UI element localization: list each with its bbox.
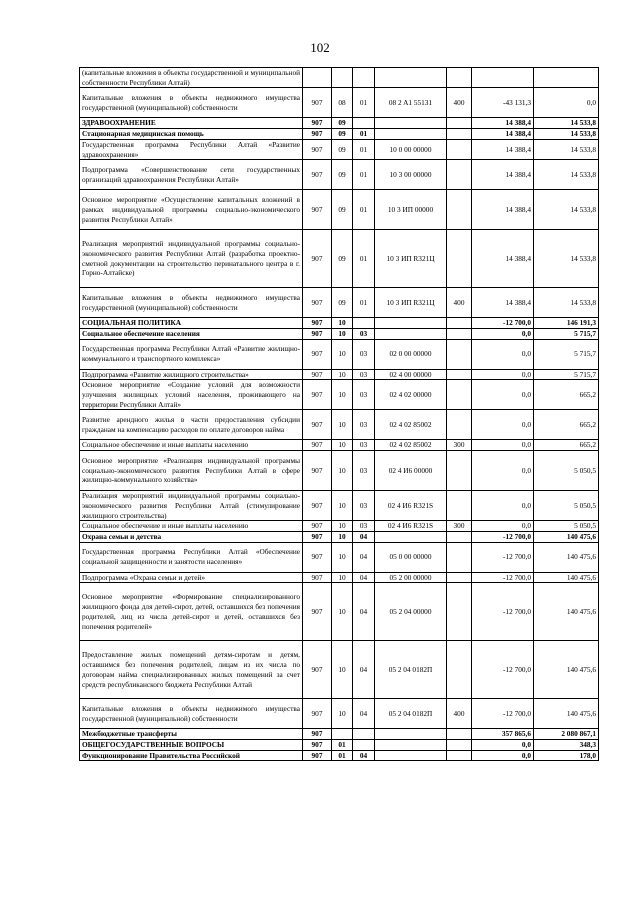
cell-target-article: 02 4 00 00000 [375,369,447,380]
cell-admin: 907 [303,410,332,440]
cell-expense-type [447,230,472,288]
cell-razdel: 09 [332,118,353,129]
cell-admin: 907 [303,318,332,329]
cell-sum-change: -12 700,0 [472,531,534,542]
table-row [80,572,599,583]
cell-razdel: 01 [332,740,353,751]
cell-admin: 907 [303,451,332,491]
cell-razdel: 09 [332,190,353,230]
cell-name: Капитальные вложения в объекты недвижимого имущества государственной (муниципальной) собственности [80,699,303,729]
cell-sum-total: 14 533,8 [534,160,599,190]
cell-sum-change: -12 700,0 [472,318,534,329]
table-row [80,740,599,751]
budget-table [79,67,599,761]
cell-name: Основное мероприятие «Реализация индивидуальной программы социально-экономического развития Республики Алтай в сфере жилищно-коммунального хозяйства» [80,451,303,491]
cell-sum-change: 14 388,4 [472,139,534,159]
cell-podrazdel: 03 [353,328,375,339]
cell-sum-total [534,68,599,88]
cell-target-article [375,750,447,761]
cell-name: Социальное обеспечение населения [80,328,303,339]
cell-admin: 907 [303,288,332,318]
cell-admin: 907 [303,542,332,572]
table-row [80,369,599,380]
cell-admin: 907 [303,190,332,230]
cell-expense-type [447,729,472,740]
cell-sum-total: 5 715,7 [534,328,599,339]
cell-sum-change: 0,0 [472,328,534,339]
cell-razdel: 09 [332,160,353,190]
cell-name: Социальное обеспечение и иные выплаты населению [80,521,303,532]
cell-razdel: 10 [332,572,353,583]
cell-expense-type [447,328,472,339]
cell-razdel: 10 [332,451,353,491]
cell-sum-total: 140 475,6 [534,542,599,572]
cell-admin: 907 [303,641,332,699]
table-row [80,451,599,491]
cell-razdel: 10 [332,641,353,699]
cell-razdel: 10 [332,542,353,572]
cell-admin: 907 [303,230,332,288]
cell-name: Стационарная медицинская помощь [80,129,303,140]
cell-razdel: 10 [332,410,353,440]
cell-podrazdel: 03 [353,380,375,410]
cell-expense-type [447,451,472,491]
cell-sum-total: 14 533,8 [534,230,599,288]
cell-target-article [375,318,447,329]
cell-target-article: 08 2 A1 55131 [375,88,447,118]
table-row [80,491,599,521]
cell-sum-total: 140 475,6 [534,531,599,542]
cell-name: Государственная программа Республики Алтай «Развитие жилищно-коммунального и транспортного комплекса» [80,339,303,369]
cell-sum-change: 0,0 [472,750,534,761]
cell-sum-change: 0,0 [472,369,534,380]
cell-name: Развитие арендного жилья в части предоставления субсидии гражданам на компенсацию расходов по оплате договоров найма [80,410,303,440]
cell-razdel: 09 [332,129,353,140]
cell-admin: 907 [303,740,332,751]
cell-name: Подпрограмма «Совершенствование сети государственных организаций здравоохранения Республики Алтай» [80,160,303,190]
cell-admin: 907 [303,572,332,583]
cell-target-article: 05 2 04 0182П [375,641,447,699]
cell-sum-total: 348,3 [534,740,599,751]
cell-admin: 907 [303,369,332,380]
cell-sum-change: 0,0 [472,440,534,451]
table-row [80,129,599,140]
cell-name: Основное мероприятие «Формирование специализированного жилищного фонда для детей-сирот, детей, оставшихся без попечения родителей, лиц из числа детей-сирот и детей, оставшихся без попечения родителей» [80,583,303,641]
cell-expense-type [447,369,472,380]
cell-target-article: 05 2 00 00000 [375,572,447,583]
cell-admin: 907 [303,531,332,542]
cell-sum-total: 2 080 867,1 [534,729,599,740]
table-row [80,139,599,159]
cell-expense-type: 400 [447,699,472,729]
table-row [80,190,599,230]
cell-sum-change [472,68,534,88]
cell-sum-total: 5 050,5 [534,491,599,521]
cell-sum-change: -12 700,0 [472,583,534,641]
cell-expense-type [447,380,472,410]
cell-podrazdel: 04 [353,531,375,542]
cell-target-article [375,68,447,88]
cell-target-article [375,129,447,140]
cell-razdel: 10 [332,521,353,532]
cell-expense-type [447,583,472,641]
cell-podrazdel: 01 [353,190,375,230]
cell-razdel: 09 [332,139,353,159]
table-row [80,410,599,440]
cell-podrazdel [353,68,375,88]
cell-razdel: 10 [332,491,353,521]
table-row [80,750,599,761]
cell-target-article [375,531,447,542]
cell-target-article: 10 3 ИП 00000 [375,190,447,230]
table-row [80,521,599,532]
cell-sum-change: 0,0 [472,380,534,410]
cell-sum-total: 140 475,6 [534,699,599,729]
cell-razdel: 10 [332,531,353,542]
cell-expense-type [447,750,472,761]
cell-admin: 907 [303,88,332,118]
cell-sum-change: -12 700,0 [472,572,534,583]
cell-name: Подпрограмма «Развитие жилищного строительства» [80,369,303,380]
cell-expense-type [447,740,472,751]
cell-podrazdel: 03 [353,410,375,440]
cell-sum-change: -12 700,0 [472,542,534,572]
cell-sum-change: 14 388,4 [472,288,534,318]
cell-expense-type [447,118,472,129]
cell-target-article: 05 2 04 0182П [375,699,447,729]
cell-podrazdel: 04 [353,641,375,699]
cell-sum-change: 0,0 [472,451,534,491]
cell-name: Государственная программа Республики Алтай «Обеспечение социальной защищенности и занятости населения» [80,542,303,572]
cell-admin: 907 [303,160,332,190]
cell-sum-change: 14 388,4 [472,160,534,190]
table-row [80,68,599,88]
table-row [80,729,599,740]
cell-podrazdel: 03 [353,491,375,521]
cell-sum-total: 665,2 [534,410,599,440]
cell-name: Капитальные вложения в объекты недвижимого имущества государственной (муниципальной) собственности [80,288,303,318]
cell-name: СОЦИАЛЬНАЯ ПОЛИТИКА [80,318,303,329]
cell-expense-type: 400 [447,88,472,118]
cell-sum-change: -12 700,0 [472,699,534,729]
cell-admin: 907 [303,118,332,129]
table-row [80,318,599,329]
cell-expense-type [447,531,472,542]
cell-expense-type [447,129,472,140]
cell-expense-type [447,190,472,230]
cell-target-article: 02 4 02 85002 [375,410,447,440]
cell-sum-total: 5 050,5 [534,451,599,491]
cell-name: Предоставление жилых помещений детям-сиротам и детям, оставшимся без попечения родителей, лицам из их числа по договорам найма специализированных жилых помещений за счет средств республиканского бюджета Республики Алтай [80,641,303,699]
cell-target-article: 02 0 00 00000 [375,339,447,369]
cell-target-article [375,740,447,751]
cell-expense-type [447,641,472,699]
cell-expense-type [447,542,472,572]
cell-name: Реализация мероприятий индивидуальной программы социально-экономического развития Республики Алтай (стимулирование жилищного строительства) [80,491,303,521]
table-row [80,542,599,572]
cell-podrazdel: 01 [353,288,375,318]
cell-name: Охрана семьи и детства [80,531,303,542]
cell-podrazdel: 01 [353,88,375,118]
cell-name: Капитальные вложения в объекты недвижимого имущества государственной (муниципальной) собственности [80,88,303,118]
cell-target-article [375,328,447,339]
table-row [80,230,599,288]
cell-admin: 907 [303,750,332,761]
cell-podrazdel: 03 [353,521,375,532]
cell-razdel: 09 [332,230,353,288]
cell-razdel: 10 [332,380,353,410]
cell-sum-change: 14 388,4 [472,230,534,288]
cell-razdel [332,729,353,740]
cell-podrazdel [353,318,375,329]
cell-sum-change: 0,0 [472,339,534,369]
table-row [80,380,599,410]
cell-target-article [375,118,447,129]
cell-name: Межбюджетные трансферты [80,729,303,740]
cell-sum-change: 0,0 [472,491,534,521]
cell-podrazdel: 04 [353,750,375,761]
cell-admin: 907 [303,129,332,140]
table-row [80,118,599,129]
cell-sum-change: -12 700,0 [472,641,534,699]
table-row [80,440,599,451]
cell-sum-change: 0,0 [472,740,534,751]
cell-sum-total: 5 715,7 [534,339,599,369]
cell-expense-type [447,339,472,369]
cell-expense-type [447,139,472,159]
cell-podrazdel: 03 [353,440,375,451]
cell-razdel: 10 [332,583,353,641]
cell-target-article: 10 3 00 00000 [375,160,447,190]
cell-razdel: 10 [332,369,353,380]
cell-name: (капитальные вложения в объекты государственной и муниципальной собственности Республики Алтай) [80,68,303,88]
cell-name: Функционирование Правительства Российской [80,750,303,761]
cell-sum-total: 14 533,8 [534,190,599,230]
cell-razdel: 01 [332,750,353,761]
table-row [80,339,599,369]
cell-admin: 907 [303,440,332,451]
cell-razdel: 08 [332,88,353,118]
cell-target-article: 02 4 И6 R321S [375,491,447,521]
table-row [80,288,599,318]
cell-name: Основное мероприятие «Создание условий для возможности улучшения жилищных условий населения, проживающего на территории Республики Алтай» [80,380,303,410]
cell-podrazdel: 04 [353,699,375,729]
cell-admin: 907 [303,583,332,641]
table-row [80,328,599,339]
cell-podrazdel [353,118,375,129]
cell-name: ЗДРАВООХРАНЕНИЕ [80,118,303,129]
cell-sum-total: 5 050,5 [534,521,599,532]
cell-podrazdel: 03 [353,369,375,380]
cell-razdel: 10 [332,699,353,729]
cell-expense-type: 400 [447,288,472,318]
table-row [80,531,599,542]
cell-target-article: 02 4 И6 00000 [375,451,447,491]
cell-expense-type [447,410,472,440]
cell-admin: 907 [303,521,332,532]
cell-razdel: 10 [332,318,353,329]
table-row [80,583,599,641]
cell-podrazdel: 03 [353,451,375,491]
cell-name: Государственная программа Республики Алтай «Развитие здравоохранения» [80,139,303,159]
cell-target-article: 05 2 04 00000 [375,583,447,641]
cell-razdel: 10 [332,328,353,339]
cell-podrazdel: 01 [353,139,375,159]
cell-expense-type [447,318,472,329]
cell-podrazdel: 04 [353,583,375,641]
cell-podrazdel: 01 [353,230,375,288]
cell-target-article: 02 4 02 85002 [375,440,447,451]
cell-podrazdel: 03 [353,339,375,369]
cell-target-article: 02 4 И6 R321S [375,521,447,532]
cell-podrazdel: 01 [353,160,375,190]
cell-podrazdel: 01 [353,129,375,140]
cell-target-article [375,729,447,740]
cell-name: ОБЩЕГОСУДАРСТВЕННЫЕ ВОПРОСЫ [80,740,303,751]
cell-name: Основное мероприятие «Осуществление капитальных вложений в рамках индивидуальной программы социально-экономического развития Республики Алтай» [80,190,303,230]
cell-razdel: 10 [332,339,353,369]
cell-admin: 907 [303,699,332,729]
cell-sum-total: 0,0 [534,88,599,118]
table-row [80,699,599,729]
cell-sum-total: 14 533,8 [534,139,599,159]
cell-sum-total: 14 533,8 [534,129,599,140]
cell-sum-change: -43 131,3 [472,88,534,118]
table-row [80,160,599,190]
cell-sum-total: 140 475,6 [534,572,599,583]
cell-admin: 907 [303,491,332,521]
cell-sum-change: 357 865,6 [472,729,534,740]
cell-sum-total: 14 533,8 [534,288,599,318]
cell-target-article: 10 3 ИП R321Ц [375,288,447,318]
page-number: 102 [310,40,330,55]
cell-admin [303,68,332,88]
cell-admin: 907 [303,339,332,369]
cell-razdel: 09 [332,288,353,318]
cell-sum-change: 14 388,4 [472,129,534,140]
cell-razdel [332,68,353,88]
cell-podrazdel: 04 [353,542,375,572]
cell-sum-total: 14 533,8 [534,118,599,129]
cell-admin: 907 [303,380,332,410]
table-row [80,88,599,118]
cell-sum-change: 14 388,4 [472,190,534,230]
cell-name: Социальное обеспечение и иные выплаты населению [80,440,303,451]
cell-expense-type [447,572,472,583]
cell-sum-change: 14 388,4 [472,118,534,129]
cell-sum-change: 0,0 [472,410,534,440]
cell-admin: 907 [303,139,332,159]
cell-podrazdel [353,740,375,751]
cell-expense-type [447,68,472,88]
table-row [80,641,599,699]
cell-expense-type: 300 [447,440,472,451]
cell-admin: 907 [303,729,332,740]
cell-sum-total: 178,0 [534,750,599,761]
cell-sum-total: 146 191,3 [534,318,599,329]
cell-expense-type: 300 [447,521,472,532]
cell-sum-total: 140 475,6 [534,641,599,699]
cell-expense-type [447,160,472,190]
cell-podrazdel: 04 [353,572,375,583]
cell-name: Реализация мероприятий индивидуальной программы социально-экономического развития Республики Алтай (разработка проектно-сметной документации на строительство перинатального центра в г. Горно-Алтайске) [80,230,303,288]
cell-target-article: 02 4 02 00000 [375,380,447,410]
cell-sum-change: 0,0 [472,521,534,532]
cell-sum-total: 665,2 [534,380,599,410]
cell-razdel: 10 [332,440,353,451]
cell-target-article: 10 0 00 00000 [375,139,447,159]
cell-expense-type [447,491,472,521]
cell-admin: 907 [303,328,332,339]
cell-target-article: 05 0 00 00000 [375,542,447,572]
cell-sum-total: 5 715,7 [534,369,599,380]
cell-podrazdel [353,729,375,740]
cell-target-article: 10 3 ИП R321Ц [375,230,447,288]
cell-sum-total: 140 475,6 [534,583,599,641]
cell-sum-total: 665,2 [534,440,599,451]
cell-name: Подпрограмма «Охрана семьи и детей» [80,572,303,583]
